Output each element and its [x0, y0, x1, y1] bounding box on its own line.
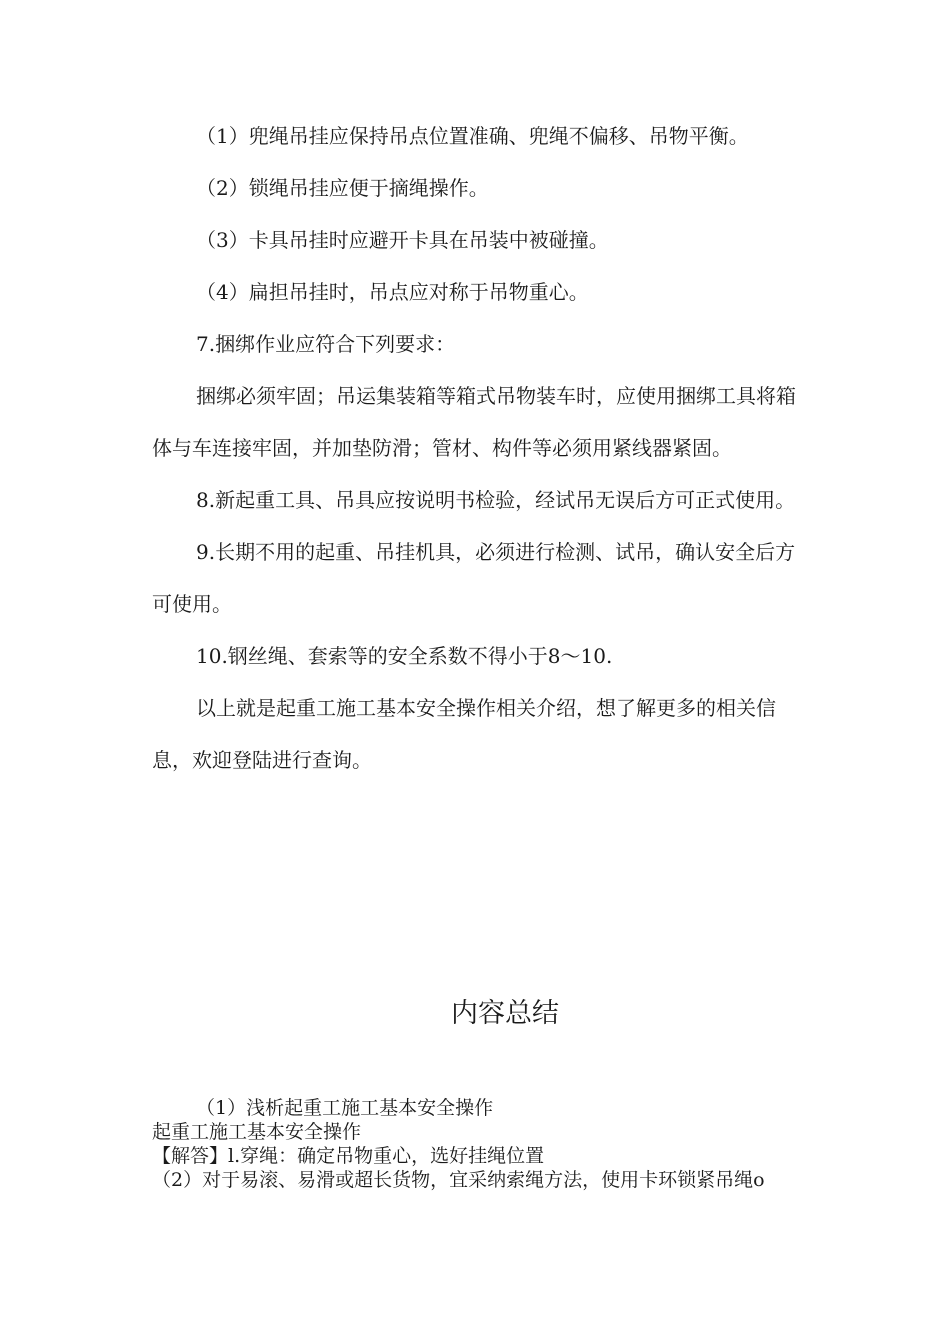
paragraph: 捆绑必须牢固；吊运集装箱等箱式吊物装车时，应使用捆绑工具将箱体与车连接牢固，并加垫防滑；管材、构件等必须用紧线器紧固。 — [152, 384, 796, 460]
summary-line: （1）浅析起重工施工基本安全操作 — [196, 1097, 494, 1119]
body-text — [152, 110, 802, 786]
summary-line: （2）对于易滚、易滑或超长货物，宜采纳索绳方法，使用卡环锁紧吊绳o — [152, 1169, 765, 1191]
paragraph: 7.捆绑作业应符合下列要求： — [196, 332, 456, 356]
summary-line: 起重工施工基本安全操作 — [152, 1121, 362, 1143]
summary-line: 【解答】l.穿绳：确定吊物重心，选好挂绳位置 — [152, 1145, 545, 1167]
paragraph: 以上就是起重工施工基本安全操作相关介绍，想了解更多的相关信息，欢迎登陆进行查询。 — [152, 696, 776, 772]
paragraph: （1）兜绳吊挂应保持吊点位置准确、兜绳不偏移、吊物平衡。 — [196, 124, 749, 148]
paragraph: 8.新起重工具、吊具应按说明书检验，经试吊无误后方可正式使用。 — [196, 488, 796, 512]
paragraph: （3）卡具吊挂时应避开卡具在吊装中被碰撞。 — [196, 228, 609, 252]
paragraph: （4）扁担吊挂时，吊点应对称于吊物重心。 — [196, 280, 589, 304]
paragraph: （2）锁绳吊挂应便于摘绳操作。 — [196, 176, 489, 200]
summary-title: 内容总结 — [451, 998, 559, 1029]
paragraph: 10.钢丝绳、套索等的安全系数不得小于8～10. — [196, 644, 613, 668]
summary-section — [152, 1096, 802, 1192]
paragraph: 9.长期不用的起重、吊挂机具，必须进行检测、试吊，确认安全后方可使用。 — [152, 540, 796, 616]
